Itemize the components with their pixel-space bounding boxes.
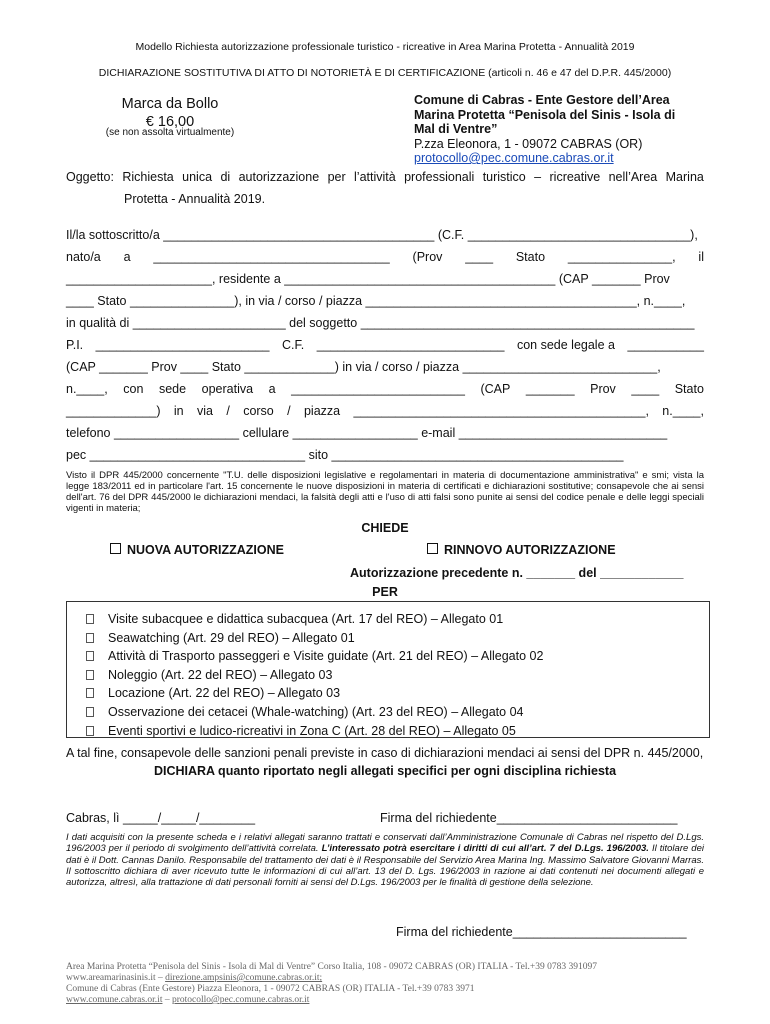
firma-field-2[interactable]: Firma del richiedente_________________________ — [396, 925, 687, 939]
dichiara-heading: DICHIARA quanto riportato negli allegati specifici per ogni disciplina richiesta — [153, 764, 617, 778]
oggetto-word: autorizzazione — [238, 170, 320, 184]
footer-line-1: Area Marina Protetta “Penisola del Sinis - Isola di Mal di Ventre” Corso Italia, 108 - 09072 CABRAS (OR) ITALIA - Tel.+39 0783 391097 — [66, 962, 598, 972]
form-line-via-sede[interactable] — [66, 404, 704, 418]
per-item-label: Osservazione dei cetacei (Whale-watching) (Art. 23 del REO) – Allegato 04 — [108, 705, 524, 719]
form-segment: telefono __________________ cellulare __________________ e-mail ______________________________ — [66, 426, 668, 440]
form-segment: ____ — [465, 250, 494, 264]
form-line-sottoscritto[interactable] — [66, 228, 704, 242]
marca-note: (se non assolta virtualmente) — [105, 127, 235, 138]
marca-amount: € 16,00 — [145, 114, 195, 130]
form-segment: ___________ — [627, 338, 704, 352]
form-subtitle: DICHIARAZIONE SOSTITUTIVA DI ATTO DI NOTORIETÀ E DI CERTIFICAZIONE (articoli n. 46 e 47 del D.P.R. 445/2000) — [98, 67, 672, 79]
per-heading: PER — [372, 585, 398, 599]
form-segment: n.____, — [662, 404, 704, 418]
form-segment: in qualità di ______________________ del soggetto ________________________________________________ — [66, 316, 695, 330]
per-item-label: Seawatching (Art. 29 del REO) – Allegato 01 — [108, 630, 355, 645]
oggetto-word: Richiesta — [122, 170, 174, 184]
form-line-sede-legale[interactable] — [66, 360, 704, 374]
privacy-part-a: I dati acquisiti con la presente scheda e i relativi allegati saranno trattati e conservati dall’Amministrazione Comunale di Cabras nel rispetto del D.Lgs. 196/2003 per il periodo di svolgimento dell’attività correlata. — [66, 832, 704, 855]
per-item-checkbox[interactable] — [86, 633, 94, 643]
form-segment: pec _______________________________ sito __________________________________________ — [66, 448, 624, 462]
form-line-piva[interactable] — [66, 338, 704, 352]
firma-field-1[interactable]: Firma del richiedente__________________________ — [380, 811, 678, 825]
footer-sep-1: – — [155, 973, 166, 983]
form-line-nato[interactable] — [66, 250, 704, 264]
oggetto-line-2: Protetta - Annualità 2019. — [124, 192, 266, 206]
form-title: Modello Richiesta autorizzazione professionale turistico - ricreative in Area Marina Protetta - Annualità 2019 — [135, 41, 635, 53]
form-segment: ___________________________ — [316, 338, 505, 352]
form-line-qualita[interactable] — [66, 316, 704, 330]
form-segment: _______ — [525, 382, 575, 396]
form-segment: Prov — [590, 382, 616, 396]
form-segment: piazza — [303, 404, 341, 418]
footer-website: www.areamarinasinis.it — [66, 973, 156, 983]
footer-line-3: Comune di Cabras (Ente Gestore) Piazza Eleonora, 1 - 09072 CABRAS (OR) ITALIA - Tel.+39 0783 3971 — [66, 984, 475, 994]
per-item-label: Eventi sportivi e ludico-ricreativi in Zona C (Art. 28 del REO) – Allegato 05 — [108, 723, 516, 738]
form-segment: Stato — [674, 382, 704, 396]
form-segment: _______________, — [567, 250, 676, 264]
form-segment: con sede legale a — [516, 338, 615, 352]
oggetto-word: Marina — [665, 170, 704, 184]
oggetto-word: nell’Area — [608, 170, 658, 184]
recipient-block — [414, 93, 675, 166]
footer-sep-2: – — [162, 995, 172, 1005]
per-item-label: Noleggio (Art. 22 del REO) – Allegato 03 — [108, 667, 333, 682]
form-segment: P.I. — [66, 338, 84, 352]
footer-line-4 — [66, 995, 597, 1006]
form-segment: Stato — [515, 250, 546, 264]
oggetto-word: – — [534, 170, 542, 184]
per-item-checkbox[interactable] — [86, 707, 94, 717]
form-segment: via — [197, 404, 213, 418]
form-segment: sede — [158, 382, 187, 396]
form-segment: _____________________, residente a _______________________________________ (CAP _______ Prov — [66, 272, 670, 286]
per-item[interactable] — [86, 686, 340, 700]
per-item-checkbox[interactable] — [86, 726, 94, 736]
form-line-contatti[interactable] — [66, 426, 704, 440]
oggetto-word: Oggetto: — [66, 170, 114, 184]
per-item-label: Attività di Trasporto passeggeri e Visite guidate (Art. 21 del REO) – Allegato 02 — [108, 649, 544, 664]
privacy-notice — [66, 832, 704, 888]
form-segment: (CAP _______ Prov ____ Stato _____________) in via / corso / piazza ____________________________, — [66, 360, 661, 374]
chiede-heading: CHIEDE — [361, 521, 409, 535]
form-segment: il — [698, 250, 704, 264]
rinnovo-checkbox[interactable] — [427, 543, 438, 554]
per-item[interactable] — [86, 631, 355, 645]
footer-comune-website[interactable]: www.comune.cabras.or.it — [66, 995, 163, 1005]
a-tal-fine-text: A tal fine, consapevole delle sanzioni penali previste in caso di dichiarazioni mendaci ai sensi del DPR n. 445/2000, — [66, 746, 704, 760]
form-segment: (Prov — [412, 250, 443, 264]
oggetto-word: di — [220, 170, 231, 184]
form-segment: nato/a — [66, 250, 101, 264]
form-segment: a — [268, 382, 276, 396]
nuova-checkbox[interactable] — [110, 543, 121, 554]
per-item[interactable] — [86, 612, 503, 626]
recipient-email-link[interactable]: protocollo@pec.comune.cabras.or.it — [414, 151, 614, 165]
per-item[interactable] — [86, 649, 543, 663]
form-segment: corso — [243, 404, 274, 418]
form-line-via-residenza[interactable] — [66, 294, 704, 308]
form-segment: C.F. — [282, 338, 305, 352]
form-segment: ____ Stato _______________), in via / corso / piazza _______________________________________, n.____, — [66, 294, 686, 308]
form-segment: a — [123, 250, 131, 264]
rinnovo-label: RINNOVO AUTORIZZAZIONE — [444, 543, 616, 557]
recipient-line-2: Marina Protetta “Penisola del Sinis - Isola di — [414, 107, 676, 122]
oggetto-word: professionali — [404, 170, 475, 184]
form-segment: / — [287, 404, 291, 418]
place-date-field[interactable]: Cabras, lì _____/_____/________ — [66, 811, 256, 825]
recipient-address: P.zza Eleonora, 1 - 09072 CABRAS (OR) — [414, 136, 643, 151]
per-item-checkbox[interactable] — [86, 688, 94, 698]
form-segment: operativa — [201, 382, 254, 396]
per-item[interactable] — [86, 724, 516, 738]
form-line-sede-operativa[interactable] — [66, 382, 704, 396]
footer-direzione-email[interactable]: direzione.ampsinis@comune.cabras.or.it; — [165, 973, 323, 983]
footer-pec-email[interactable]: protocollo@pec.comune.cabras.or.it — [171, 995, 310, 1005]
form-segment: con — [123, 382, 144, 396]
per-item-checkbox[interactable] — [86, 651, 94, 661]
form-segment: / — [226, 404, 230, 418]
per-item-label: Visite subacquee e didattica subacquea (Art. 17 del REO) – Allegato 01 — [108, 612, 504, 626]
per-item-checkbox[interactable] — [86, 670, 94, 680]
form-segment: (CAP — [480, 382, 511, 396]
form-segment: ____ — [631, 382, 660, 396]
privacy-part-b: L’interessato potrà esercitare i diritti di cui all’art. 7 del D.Lgs. 196/2003. — [321, 843, 649, 855]
nuova-label: NUOVA AUTORIZZAZIONE — [127, 543, 284, 557]
per-item-checkbox[interactable] — [86, 614, 94, 624]
oggetto-word: unica — [182, 170, 213, 184]
autorizzazione-precedente[interactable]: Autorizzazione precedente n. _______ del ____________ — [350, 566, 684, 580]
footer-line-2 — [66, 973, 597, 984]
footer — [66, 962, 597, 1006]
oggetto-word: per — [327, 170, 346, 184]
per-item[interactable] — [86, 705, 523, 719]
recipient-line-3: Mal di Ventre” — [414, 122, 498, 136]
form-segment: _____________) — [66, 404, 161, 418]
marca-title: Marca da Bollo — [121, 96, 219, 112]
form-segment: __________________________________ — [153, 250, 390, 264]
privacy-part-c: Il titolare dei dati è il Dott. Cannas Danilo. Responsabile del trattamento dei dati è il Responsabile del Servizio Area Marina Ing. Massimo Salvatore Giovanni Marras. Il sottoscritto dichiara di aver ricevuto tutte le informazioni di cui all’art. 13 del D. Lgs. 196/2003 in razione ai dati contenuti nei documenti allegati e autorizza, altresì, alla trattazione di dati personali forniti ai sensi del D.Lgs. 196/2003 per le finalità di gestione della selezione. — [66, 843, 704, 889]
form-segment: Il/la sottoscritto/a _______________________________________ (C.F. ________________________________), — [66, 228, 698, 242]
form-segment: __________________________________________, — [353, 404, 649, 418]
per-item[interactable] — [86, 668, 332, 682]
form-segment: n.____, — [66, 382, 108, 396]
form-line-pec[interactable] — [66, 448, 704, 462]
oggetto-word: turistico — [482, 170, 526, 184]
form-segment: in — [173, 404, 184, 418]
visto-paragraph: Visto il DPR 445/2000 concernente "T.U. delle disposizioni legislative e regolamentari in materia di documentazione amministrativa" e smi; vista la legge 183/2011 ed in particolare l'art. 15 concernente le nuove disposizioni in materia di certificati e dichiarazioni sostitutive; consapevole che ai sensi dell'art. 76 del DPR 445/2000 le dichiarazioni mendaci, la falsità degli atti e l'uso di atti falsi sono punite ai sensi del codice penale e delle leggi speciali vigenti in materia; — [66, 470, 704, 514]
form-segment: _________________________ — [95, 338, 270, 352]
oggetto-word: l’attività — [354, 170, 396, 184]
recipient-line-1: Comune di Cabras - Ente Gestore dell’Area — [414, 93, 670, 107]
oggetto-word: ricreative — [549, 170, 601, 184]
oggetto-line-1 — [66, 170, 704, 184]
form-segment: _________________________ — [291, 382, 465, 396]
form-line-residente[interactable] — [66, 272, 704, 286]
per-item-label: Locazione (Art. 22 del REO) – Allegato 03 — [108, 686, 341, 701]
